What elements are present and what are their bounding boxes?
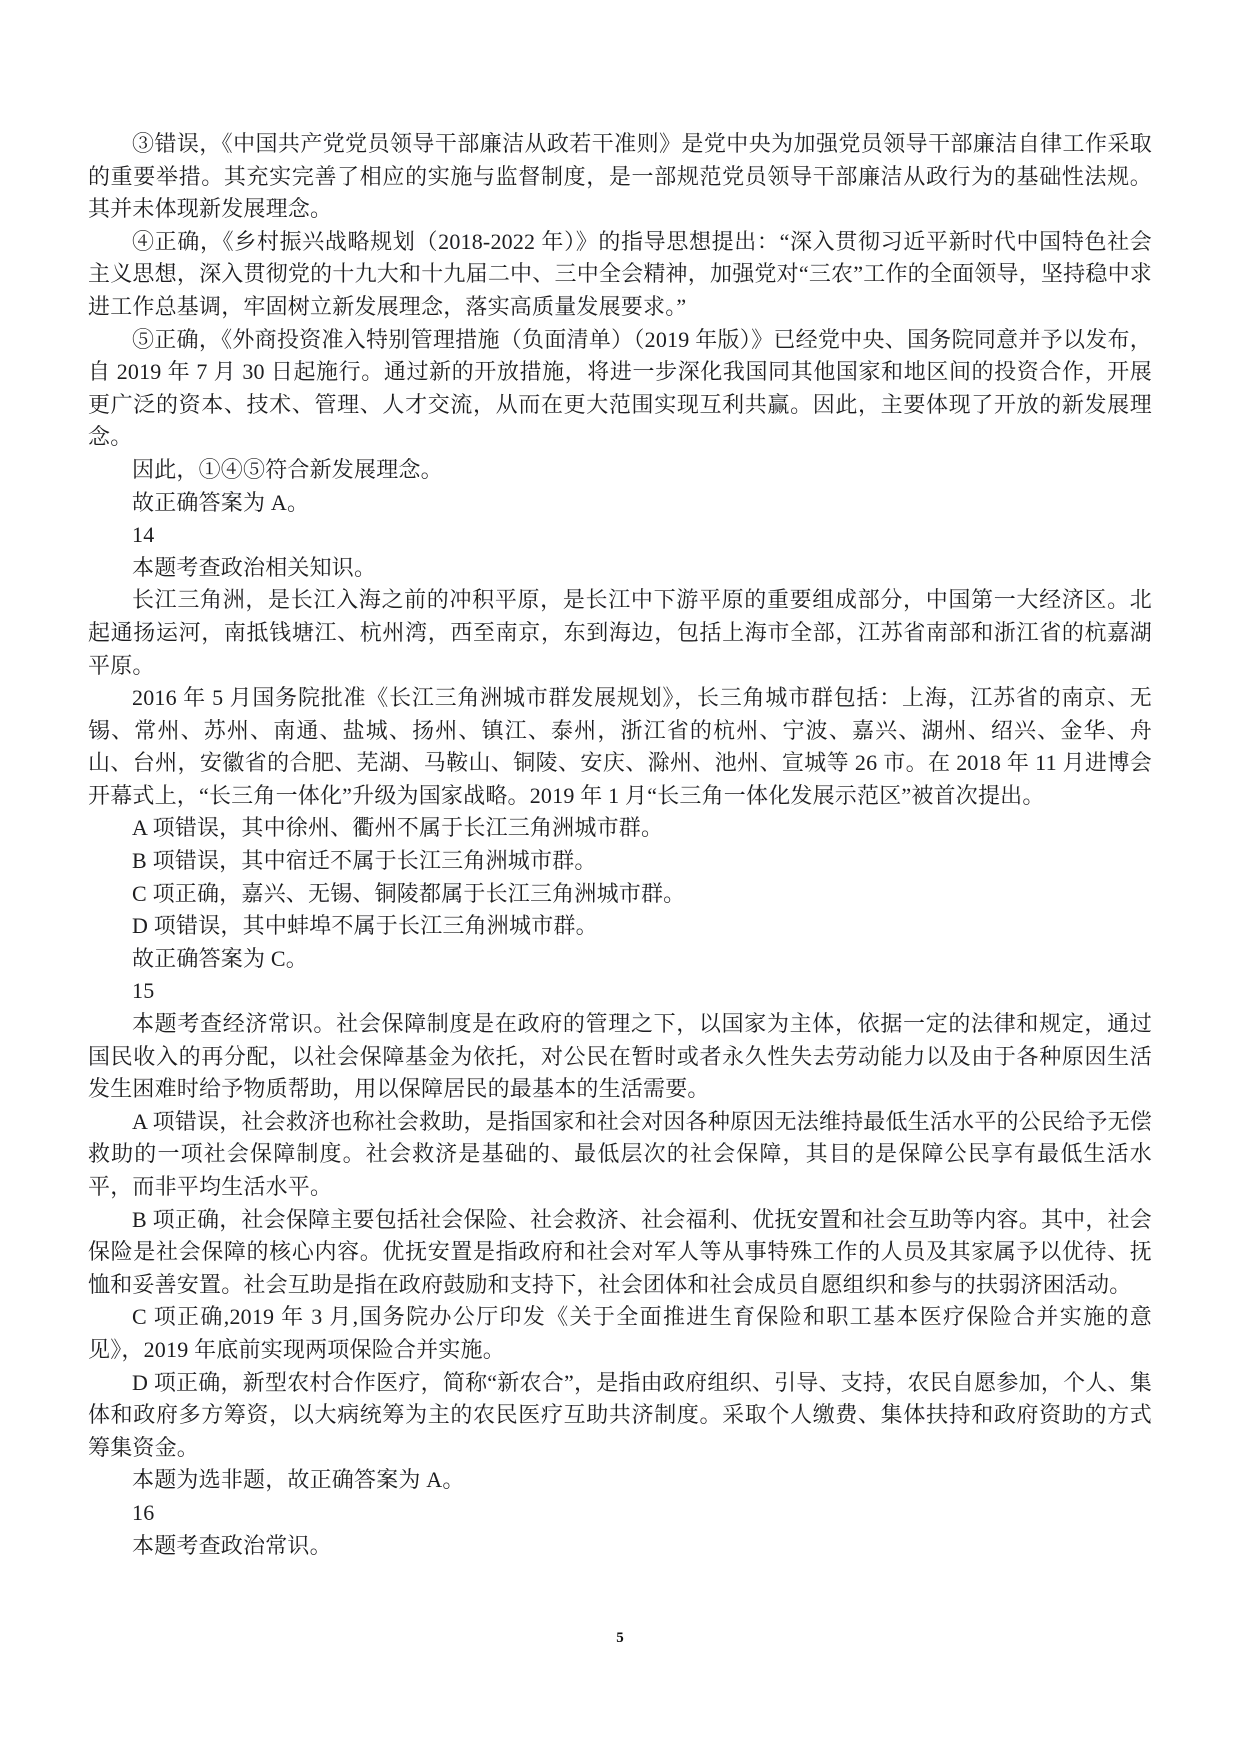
- paragraph: 本题考查经济常识。社会保障制度是在政府的管理之下，以国家为主体，依据一定的法律和规定，通过国民收入的再分配，以社会保障基金为依托，对公民在暂时或者永久性失去劳动能力以及由于各种原因生活发生困难时给予物质帮助，用以保障居民的最基本的生活需要。: [88, 1011, 1152, 1102]
- option-analysis: D 项正确，新型农村合作医疗，简称“新农合”，是指由政府组织、引导、支持，农民自愿参加，个人、集体和政府多方筹资，以大病统筹为主的农民医疗互助共济制度。采取个人缴费、集体扶持和政府资助的方式筹集资金。: [88, 1369, 1152, 1460]
- question-number: 14: [132, 522, 155, 548]
- paragraph: 因此，①④⑤符合新发展理念。: [132, 456, 443, 482]
- page-number: 5: [616, 1630, 624, 1646]
- paragraph: ⑤正确，《外商投资准入特别管理措施（负面清单）（2019 年版）》已经党中央、国务院同意并予以发布，自 2019 年 7 月 30 日起施行。通过新的开放措施，将进一步深化我国同其他国家和地区间的投资合作，开展更广泛的资本、技术、管理、人才交流，从而在更大范围实现互利共赢。因此，主要体现了开放的新发展理念。: [88, 326, 1152, 450]
- paragraph: 长江三角洲，是长江入海之前的冲积平原，是长江中下游平原的重要组成部分，中国第一大经济区。北起通扬运河，南抵钱塘江、杭州湾，西至南京，东到海边，包括上海市全部，江苏省南部和浙江省的杭嘉湖平原。: [88, 587, 1152, 678]
- paragraph: 2016 年 5 月国务院批准《长江三角洲城市群发展规划》，长三角城市群包括：上海，江苏省的南京、无锡、常州、苏州、南通、盐城、扬州、镇江、泰州，浙江省的杭州、宁波、嘉兴、湖州、绍兴、金华、舟山、台州，安徽省的合肥、芜湖、马鞍山、铜陵、安庆、滁州、池州、宣城等 26 市。在 2018 年 11 月进博会开幕式上，“长三角一体化”升级为国家战略。2019 年 1 月“长三角一体化发展示范区”被首次提出。: [88, 685, 1152, 808]
- page-body-text: [88, 128, 1152, 1562]
- answer-line: 故正确答案为 C。: [132, 945, 308, 971]
- question-number: 15: [132, 978, 155, 1004]
- option-analysis: C 项正确，嘉兴、无锡、铜陵都属于长江三角洲城市群。: [132, 880, 686, 906]
- option-analysis: D 项错误，其中蚌埠不属于长江三角洲城市群。: [132, 913, 598, 939]
- paragraph: ③错误，《中国共产党党员领导干部廉洁从政若干准则》是党中央为加强党员领导干部廉洁自律工作采取的重要举措。其充实完善了相应的实施与监督制度，是一部规范党员领导干部廉洁从政行为的基础性法规。其并未体现新发展理念。: [88, 131, 1152, 222]
- paragraph: 本题考查政治常识。: [132, 1532, 332, 1558]
- question-number: 16: [132, 1499, 155, 1525]
- answer-line: 本题为选非题，故正确答案为 A。: [132, 1467, 465, 1493]
- paragraph: 本题考查政治相关知识。: [132, 554, 377, 580]
- option-analysis: B 项正确，社会保障主要包括社会保险、社会救济、社会福利、优抚安置和社会互助等内容。其中，社会保险是社会保障的核心内容。优抚安置是指政府和社会对军人等从事特殊工作的人员及其家属予以优待、抚恤和妥善安置。社会互助是指在政府鼓励和支持下，社会团体和社会成员自愿组织和参与的扶弱济困活动。: [88, 1206, 1152, 1297]
- option-analysis: A 项错误，社会救济也称社会救助，是指国家和社会对因各种原因无法维持最低生活水平的公民给予无偿救助的一项社会保障制度。社会救济是基础的、最低层次的社会保障，其目的是保障公民享有最低生活水平，而非平均生活水平。: [88, 1108, 1152, 1199]
- paragraph: ④正确，《乡村振兴战略规划（2018-2022 年）》的指导思想提出：“深入贯彻习近平新时代中国特色社会主义思想，深入贯彻党的十九大和十九届二中、三中全会精神，加强党对“三农”工作的全面领导，坚持稳中求进工作总基调，牢固树立新发展理念，落实高质量发展要求。”: [88, 228, 1152, 319]
- option-analysis: C 项正确,2019 年 3 月,国务院办公厅印发《关于全面推进生育保险和职工基本医疗保险合并实施的意见》，2019 年底前实现两项保险合并实施。: [88, 1304, 1152, 1362]
- option-analysis: B 项错误，其中宿迁不属于长江三角洲城市群。: [132, 848, 597, 874]
- answer-line: 故正确答案为 A。: [132, 489, 310, 515]
- option-analysis: A 项错误，其中徐州、衢州不属于长江三角洲城市群。: [132, 815, 664, 841]
